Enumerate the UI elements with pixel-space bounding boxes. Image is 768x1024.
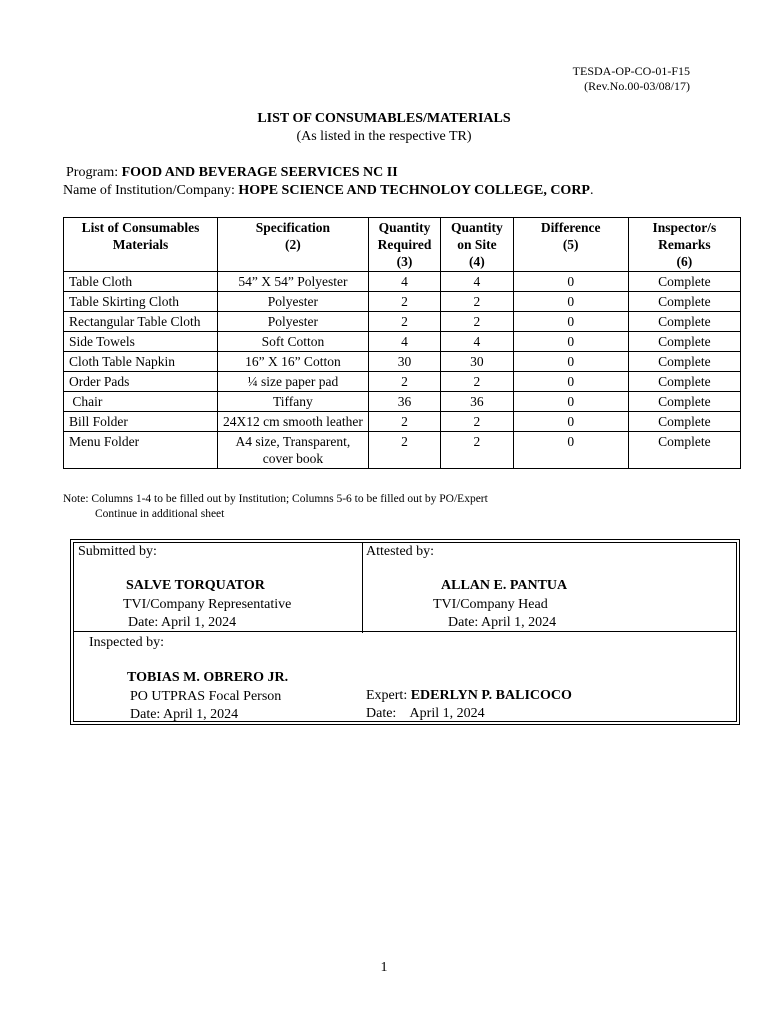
signature-box-inner [73,542,737,722]
note-line-2: Continue in additional sheet [95,508,225,520]
expert-label: Expert: [366,688,411,703]
inspected-by-role: PO UTPRAS Focal Person [130,689,282,704]
cell-spec: ¼ size paper pad [217,372,368,392]
header-quantity-required: Quantity Required (3) [368,218,440,272]
cell-spec: Soft Cotton [217,332,368,352]
page-number: 1 [380,960,388,975]
cell-required: 4 [368,332,440,352]
table-row [64,312,741,332]
submitted-by-date: Date: April 1, 2024 [128,615,237,630]
inspected-by-date: Date: April 1, 2024 [130,707,239,722]
cell-remarks: Complete [628,372,740,392]
inspected-by-name: TOBIAS M. OBRERO JR. [127,670,289,685]
cell-remarks: Complete [628,292,740,312]
cell-required: 36 [368,392,440,412]
cell-item: Table Cloth [64,272,218,292]
table-row [64,352,741,372]
cell-spec: Tiffany [217,392,368,412]
cell-item: Chair [64,392,218,412]
header-specification: Specification (2) [217,218,368,272]
attested-by-label: Attested by: [366,544,435,559]
cell-spec: 16” X 16” Cotton [217,352,368,372]
cell-required: 2 [368,292,440,312]
expert-date: Date: April 1, 2024 [366,706,485,721]
institution-label: Name of Institution/Company: [63,183,239,198]
table-row [64,372,741,392]
cell-on-site: 36 [441,392,513,412]
signature-box [70,539,740,725]
cell-on-site: 2 [441,292,513,312]
cell-spec: 24X12 cm smooth leather [217,412,368,432]
cell-remarks: Complete [628,332,740,352]
cell-on-site: 2 [441,372,513,392]
table-row [64,292,741,312]
cell-difference: 0 [513,272,628,292]
document-title-block [0,110,768,146]
cell-remarks: Complete [628,412,740,432]
inspected-by-label: Inspected by: [89,635,165,650]
program-value: FOOD AND BEVERAGE SEERVICES NC II [121,165,398,180]
header-quantity-on-site: Quantity on Site (4) [441,218,513,272]
header-difference: Difference (5) [513,218,628,272]
cell-difference: 0 [513,372,628,392]
cell-on-site: 4 [441,332,513,352]
cell-remarks: Complete [628,432,740,469]
cell-required: 2 [368,412,440,432]
attested-by-date: Date: April 1, 2024 [448,615,557,630]
attested-by-role: TVI/Company Head [433,597,548,612]
cell-item: Menu Folder [64,432,218,469]
cell-on-site: 4 [441,272,513,292]
cell-difference: 0 [513,392,628,412]
program-line [63,164,594,182]
cell-on-site: 30 [441,352,513,372]
cell-on-site: 2 [441,432,513,469]
table-row [64,272,741,292]
program-info [63,164,594,200]
cell-required: 4 [368,272,440,292]
cell-remarks: Complete [628,312,740,332]
form-code: TESDA-OP-CO-01-F15 [572,64,690,78]
institution-value: HOPE SCIENCE AND TECHNOLOY COLLEGE, CORP [238,183,590,198]
program-label: Program: [66,165,122,180]
cell-spec: Polyester [217,312,368,332]
consumables-table [63,217,741,469]
table-row [64,392,741,412]
table-note [63,492,488,522]
cell-difference: 0 [513,352,628,372]
cell-remarks: Complete [628,392,740,412]
cell-item: Side Towels [64,332,218,352]
document-title: LIST OF CONSUMABLES/MATERIALS [257,111,511,126]
cell-on-site: 2 [441,412,513,432]
header-remarks: Inspector/s Remarks (6) [628,218,740,272]
expert-line [366,687,572,705]
table-row [64,412,741,432]
cell-item: Order Pads [64,372,218,392]
cell-required: 2 [368,312,440,332]
cell-difference: 0 [513,432,628,469]
table-row [64,432,741,469]
cell-on-site: 2 [441,312,513,332]
cell-spec: 54” X 54” Polyester [217,272,368,292]
form-code-block [0,64,690,94]
cell-difference: 0 [513,412,628,432]
institution-trail: . [590,183,594,198]
cell-required: 2 [368,372,440,392]
cell-item: Table Skirting Cloth [64,292,218,312]
cell-required: 30 [368,352,440,372]
cell-remarks: Complete [628,352,740,372]
cell-item: Bill Folder [64,412,218,432]
header-materials: List of Consumables Materials [64,218,218,272]
cell-difference: 0 [513,332,628,352]
cell-required: 2 [368,432,440,469]
cell-difference: 0 [513,292,628,312]
signature-vertical-divider [362,543,363,633]
cell-item: Cloth Table Napkin [64,352,218,372]
attested-by-name: ALLAN E. PANTUA [441,578,568,593]
cell-spec: A4 size, Transparent, cover book [217,432,368,469]
table-header-row [64,218,741,272]
institution-line [63,182,594,200]
submitted-by-label: Submitted by: [78,544,157,559]
submitted-by-role: TVI/Company Representative [123,597,292,612]
cell-remarks: Complete [628,272,740,292]
cell-item: Rectangular Table Cloth [64,312,218,332]
submitted-by-name: SALVE TORQUATOR [126,578,265,593]
document-subtitle: (As listed in the respective TR) [296,129,472,144]
revision-number: (Rev.No.00-03/08/17) [584,79,690,93]
cell-difference: 0 [513,312,628,332]
note-line-1: Note: Columns 1-4 to be filled out by Institution; Columns 5-6 to be filled out by PO/Expert [63,493,488,505]
cell-spec: Polyester [217,292,368,312]
table-row [64,332,741,352]
expert-name: EDERLYN P. BALICOCO [410,688,572,703]
